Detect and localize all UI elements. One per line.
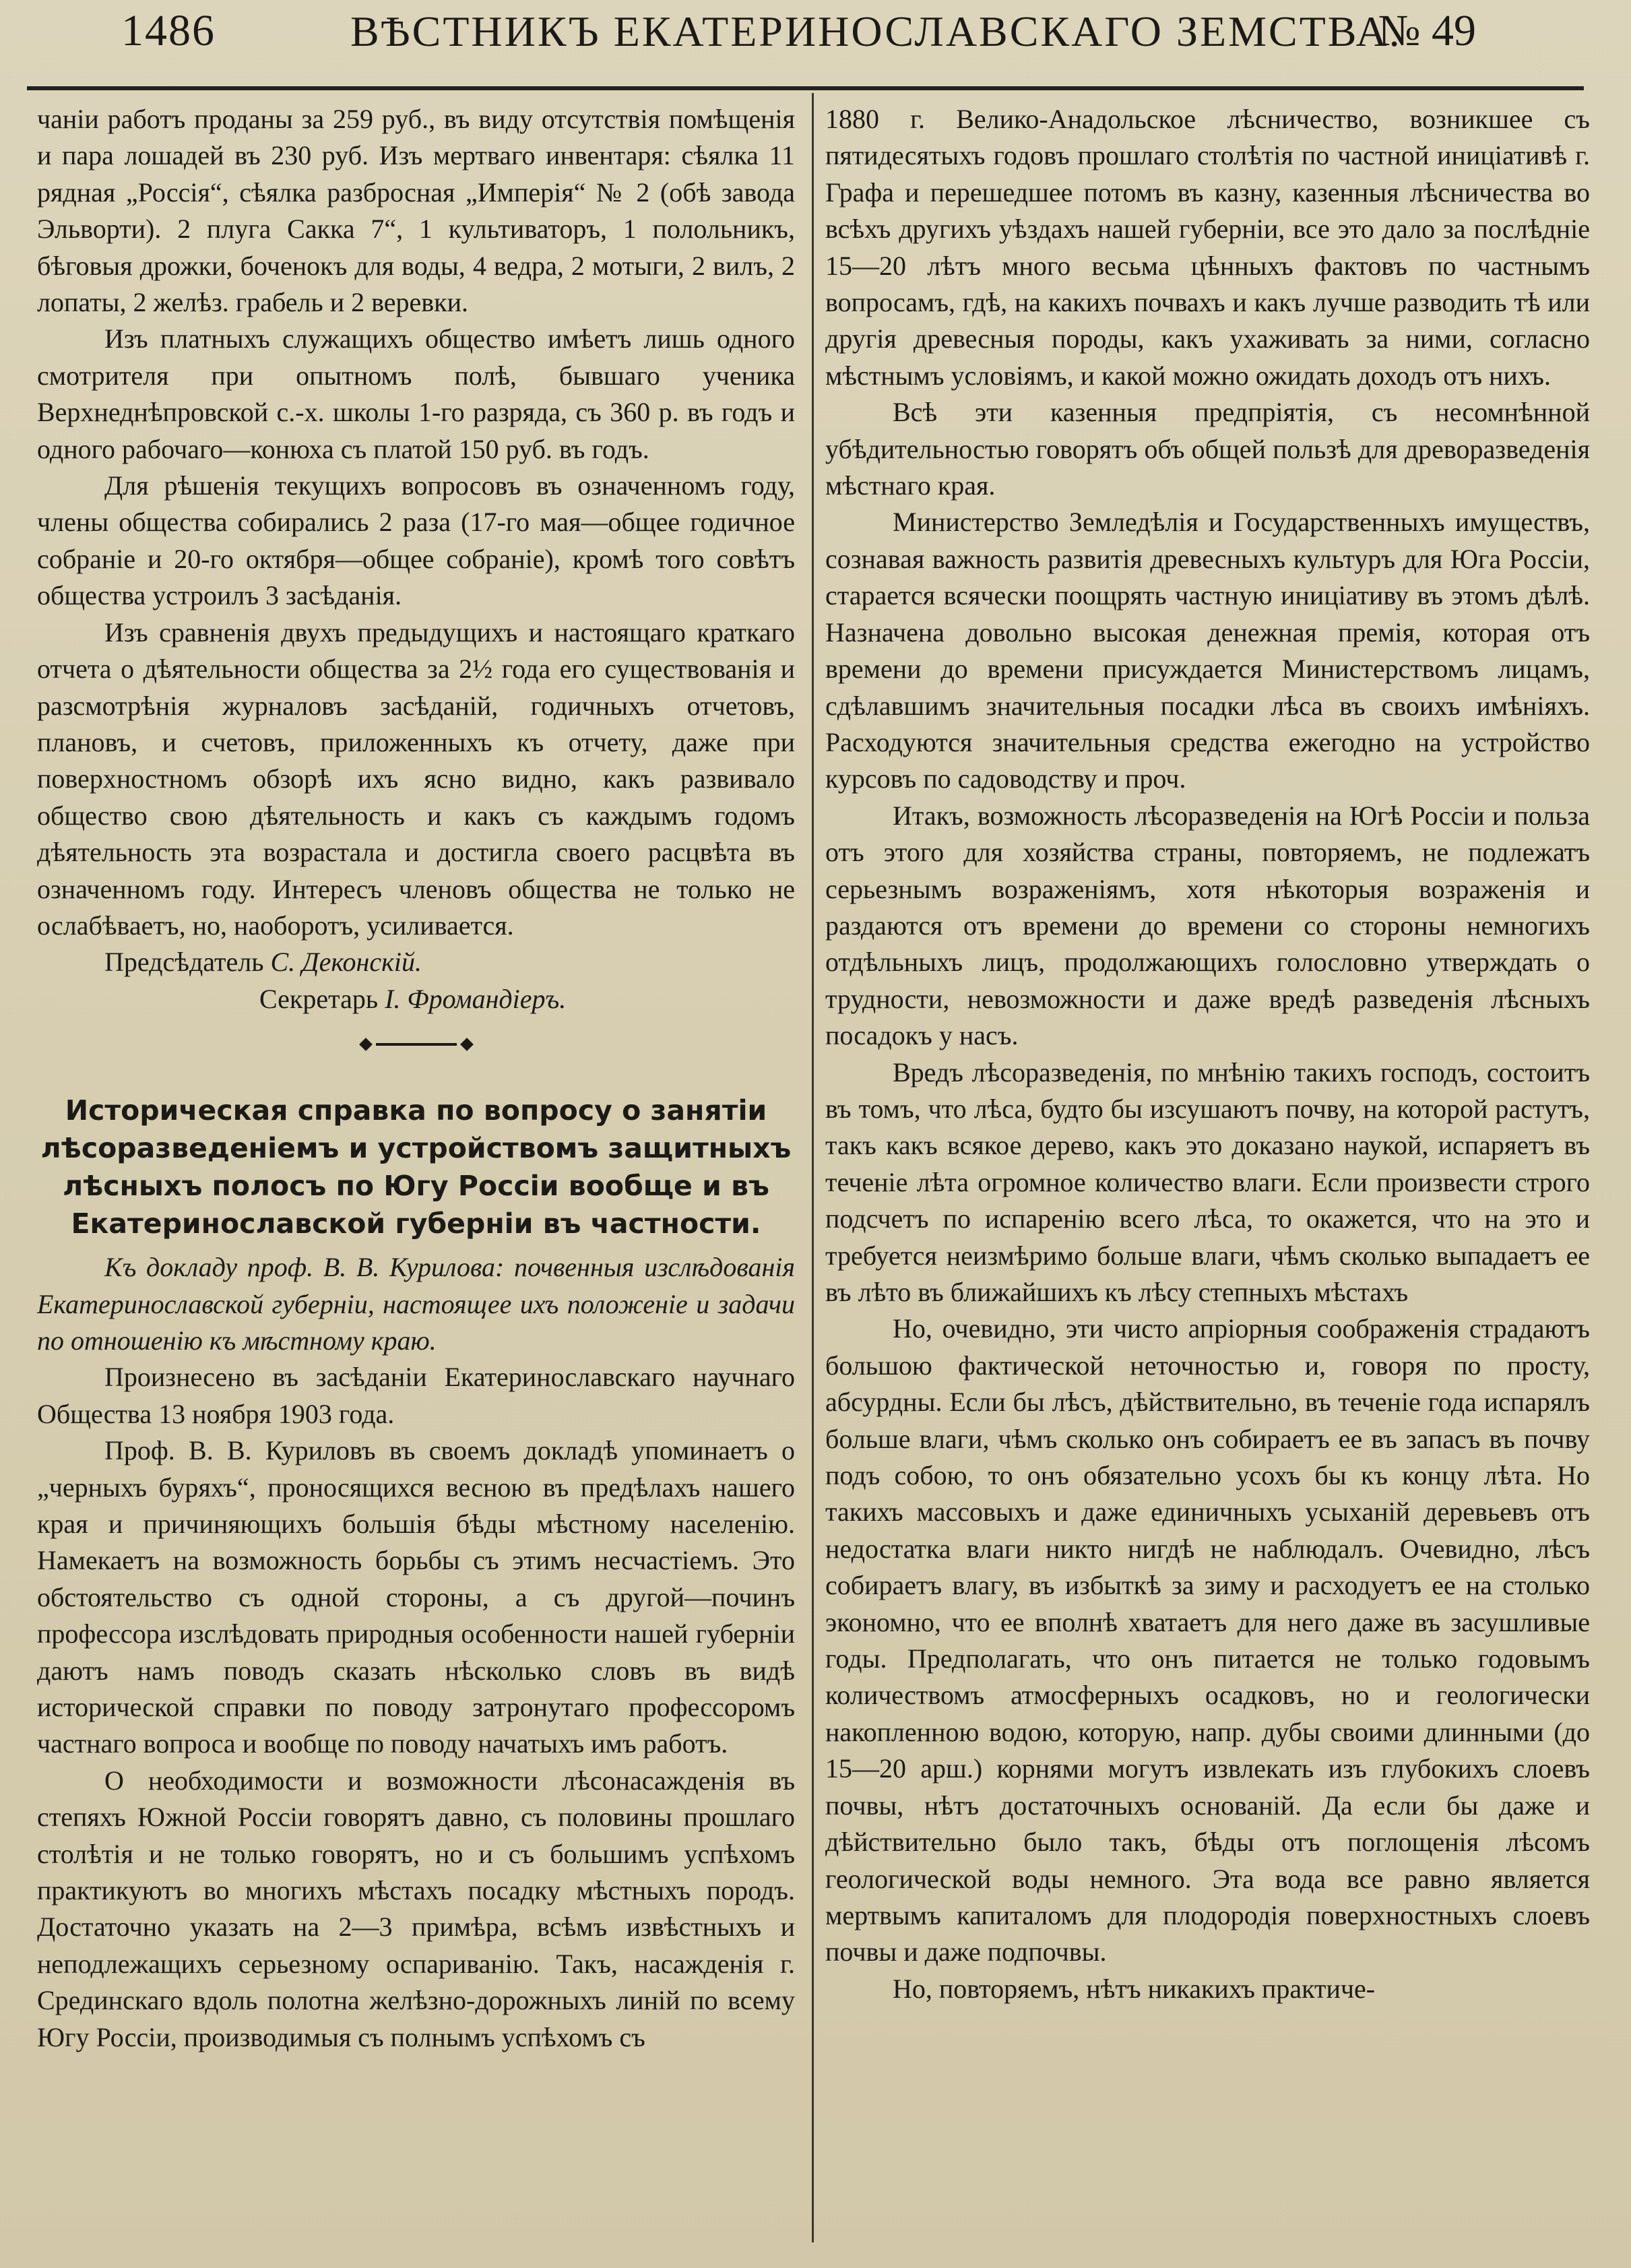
- page-number: 1486: [121, 6, 216, 55]
- chairman-label: Предсѣдатель: [104, 947, 264, 978]
- paragraph: Вредъ лѣсоразведенія, по мнѣнію такихъ господъ, состоитъ въ томъ, что лѣса, будто бы изсушаютъ почву, на которой растутъ, такъ какъ всякое дерево, какъ это доказано наукой, испаряетъ въ теченіе лѣта огромное количество влаги. Если произвести строго подсчетъ по испаренію всего лѣса, то окажется, что на это и требуется неизмѣримо больше влаги, чѣмъ сколько выпадаетъ ее въ лѣто въ ближайшихъ къ лѣсу степныхъ мѣстахъ: [825, 1057, 1590, 1307]
- paragraph: Проф. В. В. Куриловъ въ своемъ докладѣ упоминаетъ о „черныхъ буряхъ“, проносящихся весною въ предѣлахъ нашего края и причиняющихъ большія бѣды мѣстному населенію. Намекаетъ на возможность борьбы съ этимъ несчастіемъ. Это обстоятельство съ одной стороны, а съ другой—починъ профессора изслѣдовать природныя особенности нашей губерніи даютъ намъ поводъ сказать нѣсколько словъ въ видѣ исторической справки по поводу затронутаго профессоромъ частнаго вопроса и вообще по поводу начатыхъ имъ работъ.: [37, 1435, 795, 1759]
- paragraph: О необходимости и возможности лѣсонасажденія въ степяхъ Южной Россіи говорятъ давно, съ половины прошлаго столѣтія и не только говорятъ, но и съ большимъ успѣхомъ практикуютъ во многихъ мѣстахъ посадку мѣстныхъ породъ. Достаточно указать на 2—3 примѣра, всѣмъ извѣстныхъ и неподлежащихъ серьезному оспариванію. Такъ, насажденія г. Срединскаго вдоль полотна желѣзно-дорожныхъ линій по всему Югу Россіи, производимыя съ полнымъ успѣхомъ съ: [37, 1765, 795, 2052]
- issue-number: № 49: [1378, 6, 1476, 55]
- paragraph: Изъ сравненія двухъ предыдущихъ и настоящаго краткаго отчета о дѣятельности общества за 2½ года его существованія и разсмотрѣнія журналовъ засѣданій, годичныхъ отчетовъ, плановъ, и счетовъ, приложенныхъ къ отчету, даже при поверхностномъ обзорѣ ихъ ясно видно, какъ развивало общество свою дѣятельность и какъ съ каждымъ годомъ дѣятельность эта возрастала и достигла своего расцвѣта въ означенномъ году. Интересъ членовъ общества не только не ослабѣваетъ, но, наоборотъ, усиливается.: [37, 617, 795, 941]
- paragraph: Но, очевидно, эти чисто апріорныя соображенія страдаютъ большою фактической неточностью и, говоря по просту, абсурдны. Если бы лѣсъ, дѣйствительно, въ теченіе года испарялъ больше влаги, чѣмъ сколько онъ собираетъ ее въ запасъ въ почву подъ собою, то онъ обязательно усохъ бы къ концу лѣта. Но такихъ массовыхъ и даже единичныхъ усыханій деревьевъ отъ недостатка влаги никто нигдѣ не наблюдалъ. Очевидно, лѣсъ собираетъ влагу, въ избыткѣ за зиму и расходуетъ ее на столько экономно, что ее вполнѣ хватаетъ для него даже въ засушливые годы. Предполагать, что онъ питается не только годовымъ количествомъ атмосферныхъ осадковъ, но и геологически накопленною водою, которую, напр. дубы своими длинными (до 15—20 арш.) корнями могутъ извлекать изъ глубокихъ слоевъ почвы, нѣтъ достаточныхъ основаній. Да если бы даже и дѣйствительно было такъ, бѣды отъ поглощенія лѣсомъ геологической воды немного. Эта вода все равно является мертвымъ капиталомъ для плодородія поверхностныхъ слоевъ почвы и даже подпочвы.: [825, 1313, 1590, 1967]
- ornament-line: [376, 1043, 457, 1046]
- left-column: [37, 101, 795, 2056]
- column-divider: [812, 93, 814, 2242]
- paragraph: 1880 г. Велико-Анадольское лѣсничество, возникшее съ пятидесятыхъ годовъ прошлаго столѣтія по частной иниціативѣ г. Графа и перешедшее потомъ въ казну, казенныя лѣсничества во всѣхъ другихъ уѣздахъ нашей губерніи, все это дало за послѣдніе 15—20 лѣтъ много весьма цѣнныхъ фактовъ по частнымъ вопросамъ, гдѣ, на какихъ почвахъ и какъ лучше разводить тѣ или другія древесныя породы, какъ ухаживать за ними, согласно мѣстнымъ условіямъ, и какой можно ожидать доходъ отъ нихъ.: [825, 104, 1590, 391]
- secretary-signature: [37, 981, 795, 1017]
- header-rule: [27, 86, 1584, 90]
- paragraph: чаніи работъ проданы за 259 руб., въ виду отсутствія помѣщенія и пара лошадей въ 230 руб. Изъ мертваго инвентаря: сѣялка 11 рядная „Россія“, сѣялка разбросная „Имперія“ № 2 (обѣ завода Эльворти). 2 плуга Сакка 7“, 1 культиваторъ, 1 полольникъ, бѣговыя дрожки, боченокъ для воды, 4 ведра, 2 мотыги, 2 вилъ, 2 лопаты, 2 желѣз. грабель и 2 веревки.: [37, 104, 795, 318]
- article-title: Историческая справка по вопросу о занятіи лѣсоразведеніемъ и устройствомъ защитныхъ лѣсныхъ полосъ по Югу Россіи вообще и въ Екатеринославской губерніи въ частности.: [40, 1094, 792, 1240]
- paragraph: Всѣ эти казенныя предпріятія, съ несомнѣнной убѣдительностью говорятъ объ общей пользѣ для древоразведенія мѣстнаго края.: [825, 397, 1590, 501]
- secretary-label: Секретарь: [259, 983, 379, 1014]
- ornament-diamond-left: [359, 1038, 373, 1051]
- paragraph: Изъ платныхъ служащихъ общество имѣетъ лишь одного смотрителя при опытномъ полѣ, бывшаго ученика Верхнеднѣпровской с.-х. школы 1-го разряда, съ 360 р. въ годъ и одного рабочаго—конюха съ платой 150 руб. въ годъ.: [37, 323, 795, 464]
- page-header: [27, 0, 1604, 94]
- secretary-name: І. Фромандіеръ.: [385, 983, 567, 1014]
- journal-title: ВѢСТНИКЪ ЕКАТЕРИНОСЛАВСКАГО ЗЕМСТВА.: [350, 7, 1402, 55]
- paragraph: Но, повторяемъ, нѣтъ никакихъ практиче-: [893, 1973, 1376, 2004]
- paragraph: Министерство Земледѣлія и Государственныхъ имуществъ, сознавая важность развитія древесныхъ культуръ для Юга Россіи, старается всячески поощрять частную иниціативу въ этомъ дѣлѣ. Назначена довольно высокая денежная премія, которая отъ времени до времени присуждается Министерствомъ лицамъ, сдѣлавшимъ значительныя посадки лѣса въ своихъ имѣніяхъ. Расходуются значительныя средства ежегодно на устройство курсовъ по садоводству и проч.: [825, 507, 1590, 794]
- paragraph: Для рѣшенія текущихъ вопросовъ въ означенномъ году, члены общества собирались 2 раза (17-го мая—общее годичное собраніе и 20-го октября—общее собраніе), кромѣ того совѣтъ общества устроилъ 3 засѣданія.: [37, 470, 795, 611]
- paragraph: Произнесено въ засѣданіи Екатеринославскаго научнаго Общества 13 ноября 1903 года.: [37, 1362, 795, 1429]
- right-column: [825, 101, 1590, 2007]
- article-subtitle: Къ докладу проф. В. В. Курилова: почвенныя изслѣдованія Екатеринославской губерніи, настоящее ихъ положеніе и задачи по отношенію къ мѣстному краю.: [37, 1252, 795, 1356]
- chairman-name: С. Деконскій.: [270, 947, 422, 978]
- ornament-diamond-right: [460, 1038, 474, 1051]
- chairman-signature: [37, 944, 795, 980]
- paragraph: Итакъ, возможность лѣсоразведенія на Югѣ Россіи и польза отъ этого для хозяйства страны, повторяемъ, не подлежатъ серьезнымъ возраженіямъ, хотя нѣкоторыя возраженія и раздаются отъ времени до времени со стороны немногихъ отдѣльныхъ лицъ, продолжающихъ голословно утверждать о трудности, невозможности и даже вредѣ разведенія лѣсныхъ посадокъ у насъ.: [825, 800, 1590, 1051]
- section-divider-ornament: [37, 1023, 795, 1066]
